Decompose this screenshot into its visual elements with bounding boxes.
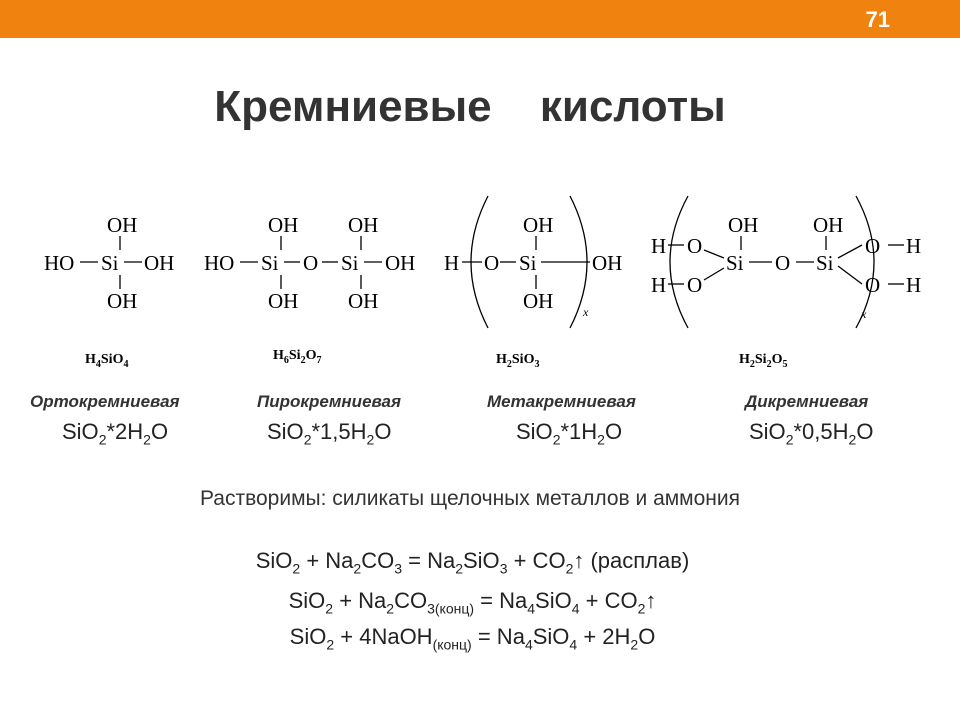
pyro-ho-left: HO	[204, 251, 235, 275]
structural-formulas	[0, 180, 940, 340]
meta-si: Si	[519, 251, 537, 275]
ortho-si: Si	[101, 251, 119, 275]
meta-oh-bottom: OH	[523, 289, 554, 313]
ortho-oh-bottom: OH	[107, 289, 138, 313]
formula-di: $H_2Si_2O_5$	[739, 352, 788, 370]
di-h-top-left: H	[651, 234, 667, 258]
di-oh-top-1: OH	[728, 213, 759, 237]
hydrate-ortho: $SiO_2*2H_2O$	[62, 419, 169, 448]
pyro-si-1: Si	[261, 251, 279, 275]
pyro-oh-right: OH	[385, 251, 416, 275]
slide-number: 71	[865, 7, 890, 32]
acid-name-ortho: Ортокремниевая	[30, 392, 180, 411]
di-x: x	[861, 307, 867, 321]
title-word-1: Кремниевые	[214, 82, 492, 131]
pyro-oh-bottom-2: OH	[348, 289, 379, 313]
title-word-2: кислоты	[539, 82, 726, 131]
di-si-2: Si	[816, 251, 834, 275]
page-title	[0, 82, 940, 132]
ortho-oh-right: OH	[144, 251, 175, 275]
meta-o: O	[484, 251, 500, 275]
di-o-top-right: O	[865, 234, 881, 258]
ortho-oh-top: OH	[107, 213, 138, 237]
formula-meta: $H_2SiO_3$	[496, 352, 540, 370]
pyro-oh-top-2: OH	[348, 213, 379, 237]
meta-oh-right: OH	[592, 251, 623, 275]
di-o-top-left: O	[687, 234, 703, 258]
meta-x: x	[583, 305, 589, 319]
acid-name-di: Дикремниевая	[745, 392, 869, 411]
di-h-bottom-right: H	[906, 273, 922, 297]
formula-ortho: $H_4SiO_4$	[85, 352, 129, 370]
di-o-bottom-left: O	[687, 273, 703, 297]
pyro-o-bridge: O	[303, 251, 319, 275]
reaction-2: $SiO_2 + Na_2CO_{3(конц)} = Na_4SiO_4$ + $CO_2↑$	[288, 588, 657, 617]
di-oh-top-2: OH	[813, 213, 844, 237]
di-si-1: Si	[726, 251, 744, 275]
hydrate-di: $SiO_2*0,5H_2O$	[749, 419, 874, 448]
di-o-bottom-right: O	[865, 273, 881, 297]
acid-name-pyro: Пирокремниевая	[257, 392, 402, 411]
pyro-oh-top-1: OH	[268, 213, 299, 237]
di-o-bridge: O	[775, 251, 791, 275]
reaction-1: $SiO_2 + Na_2CO_3 = Na_2SiO_3$ + $CO_2↑$ (расплав)	[255, 548, 690, 577]
di-h-top-right: H	[906, 234, 922, 258]
ortho-ho-left: HO	[44, 251, 75, 275]
meta-h: H	[444, 251, 460, 275]
pyro-si-2: Si	[341, 251, 359, 275]
formula-pyro: $H_6Si_2O_7$	[273, 348, 322, 366]
pyro-oh-bottom-1: OH	[268, 289, 299, 313]
top-bar	[0, 0, 960, 38]
meta-oh-top: OH	[523, 213, 554, 237]
di-h-bottom-left: H	[651, 273, 667, 297]
hydrate-meta: $SiO_2*1H_2O$	[516, 419, 623, 448]
reaction-3: SiO$_2$ + 4NaOH$_{(конц)}$ = $Na_4SiO_4 + 2H_2O$	[289, 624, 656, 653]
acid-name-meta: Метакремниевая	[487, 392, 636, 411]
hydrate-pyro: $SiO_2*1,5H_2O$	[267, 419, 392, 448]
solubility-note: Растворимы: силикаты щелочных металлов и аммония	[199, 487, 741, 510]
